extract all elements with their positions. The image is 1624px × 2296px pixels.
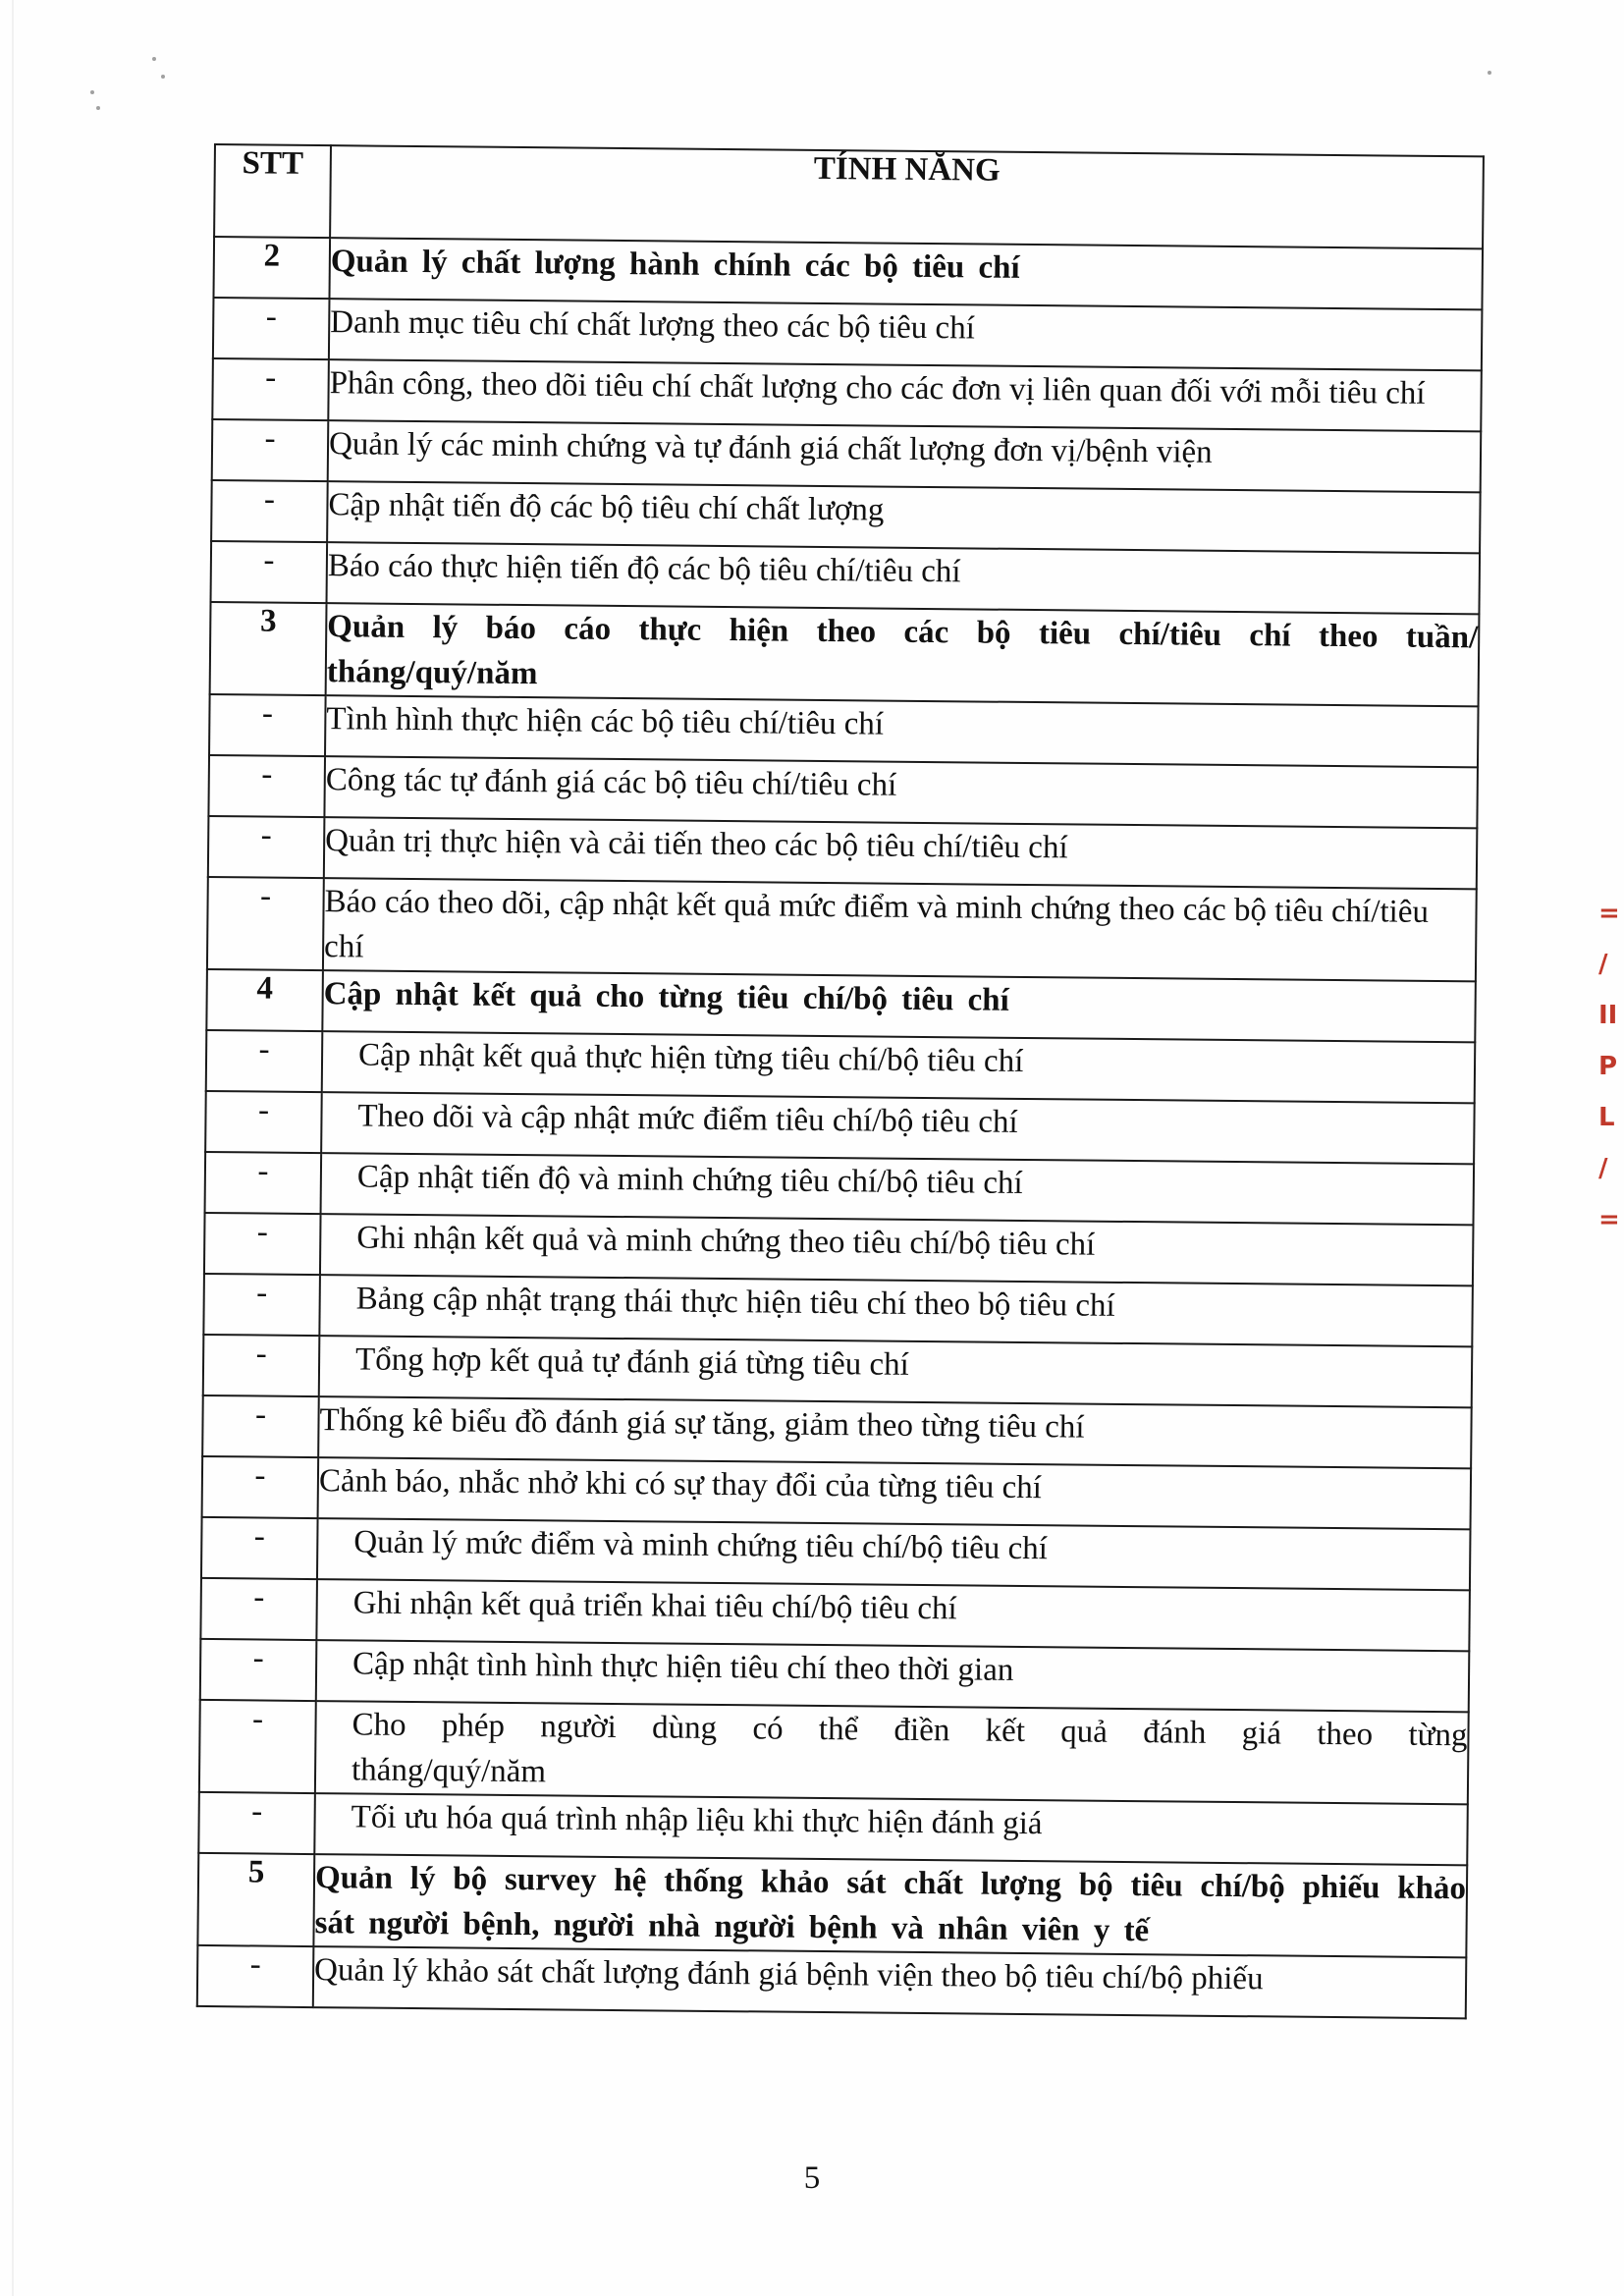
row-stt: - bbox=[208, 816, 325, 878]
row-feature-text: Cho phép người dùng có thể điền kết quả đánh giá theo từng tháng/quý/năm bbox=[315, 1701, 1469, 1804]
row-stt: 4 bbox=[206, 969, 323, 1031]
row-feature-text: Ghi nhận kết quả và minh chứng theo tiêu chí/bộ tiêu chí bbox=[320, 1214, 1474, 1285]
row-feature-text: Quản lý chất lượng hành chính các bộ tiêu chí bbox=[329, 238, 1483, 309]
scan-speck bbox=[90, 90, 94, 94]
stamp-mark: / bbox=[1598, 950, 1608, 979]
row-feature-text: Cập nhật kết quả cho từng tiêu chí/bộ tiêu chí bbox=[322, 970, 1476, 1042]
row-feature-text: Quản lý báo cáo thực hiện theo các bộ tiêu chí/tiêu chí theo tuần/ tháng/quý/năm bbox=[326, 603, 1480, 706]
row-feature-text: Quản lý bộ survey hệ thống khảo sát chất lượng bộ tiêu chí/bộ phiếu khảo sát người bệnh, người nhà người bệnh và nhân viên y tế bbox=[313, 1854, 1467, 1957]
row-stt: - bbox=[209, 694, 326, 756]
section-row bbox=[210, 602, 1480, 706]
section-row bbox=[197, 1853, 1467, 1957]
stamp-mark: L bbox=[1598, 1103, 1615, 1132]
row-stt: - bbox=[203, 1335, 320, 1396]
features-table bbox=[196, 143, 1485, 2019]
row-feature-text: Quản lý mức điểm và minh chứng tiêu chí/bộ tiêu chí bbox=[317, 1518, 1471, 1590]
stamp-mark: = bbox=[1598, 899, 1620, 928]
row-feature-text: Công tác tự đánh giá các bộ tiêu chí/tiêu chí bbox=[324, 756, 1478, 828]
table-row bbox=[207, 877, 1477, 981]
row-feature-text: Cập nhật tình hình thực hiện tiêu chí theo thời gian bbox=[316, 1640, 1470, 1712]
row-feature-text: Quản lý các minh chứng và tự đánh giá chất lượng đơn vị/bệnh viện bbox=[328, 420, 1482, 492]
row-stt: - bbox=[200, 1639, 317, 1701]
row-feature-text: Theo dõi và cập nhật mức điểm tiêu chí/bộ tiêu chí bbox=[321, 1092, 1475, 1164]
header-feature: TÍNH NĂNG bbox=[330, 145, 1484, 248]
row-feature-text: Tình hình thực hiện các bộ tiêu chí/tiêu chí bbox=[325, 695, 1479, 767]
stamp-mark: = bbox=[1598, 1205, 1620, 1234]
row-stt: 2 bbox=[213, 237, 330, 299]
stamp-mark: II bbox=[1598, 1001, 1618, 1030]
table-body bbox=[197, 237, 1483, 2018]
scan-speck bbox=[161, 75, 165, 79]
row-stt: - bbox=[211, 480, 328, 542]
row-stt: - bbox=[212, 419, 329, 481]
table-header-row bbox=[214, 144, 1484, 248]
row-feature-text: Cập nhật tiến độ các bộ tiêu chí chất lượng bbox=[327, 481, 1481, 553]
row-stt: - bbox=[202, 1456, 319, 1518]
row-feature-text: Tối ưu hóa quá trình nhập liệu khi thực hiện đánh giá bbox=[314, 1793, 1468, 1865]
row-feature-text: Phân công, theo dõi tiêu chí chất lượng cho các đơn vị liên quan đối với mỗi tiêu chí bbox=[328, 359, 1482, 431]
row-feature-text: Danh mục tiêu chí chất lượng theo các bộ tiêu chí bbox=[329, 299, 1483, 370]
row-stt: - bbox=[199, 1700, 316, 1793]
stamp-mark: P bbox=[1598, 1052, 1618, 1081]
row-stt: - bbox=[200, 1578, 317, 1640]
row-stt: - bbox=[198, 1792, 315, 1854]
row-stt: - bbox=[197, 1945, 314, 2007]
row-stt: - bbox=[202, 1395, 319, 1457]
row-stt: - bbox=[207, 877, 324, 970]
row-stt: - bbox=[211, 541, 328, 603]
scan-speck bbox=[1488, 71, 1491, 75]
row-stt: - bbox=[205, 1091, 322, 1153]
table-row bbox=[197, 1945, 1467, 2018]
row-stt: - bbox=[212, 358, 329, 420]
row-feature-text: Ghi nhận kết quả triển khai tiêu chí/bộ tiêu chí bbox=[316, 1579, 1470, 1651]
row-stt: - bbox=[204, 1213, 321, 1275]
header-stt: STT bbox=[214, 144, 331, 238]
page-number: 5 bbox=[803, 2160, 821, 2196]
row-stt: - bbox=[208, 755, 325, 817]
row-stt: - bbox=[205, 1152, 322, 1214]
scan-speck bbox=[152, 57, 156, 61]
row-stt: - bbox=[206, 1030, 323, 1092]
row-feature-text: Quản lý khảo sát chất lượng đánh giá bệnh viện theo bộ tiêu chí/bộ phiếu bbox=[313, 1946, 1467, 2018]
stamp-mark: / bbox=[1598, 1154, 1608, 1183]
row-stt: - bbox=[203, 1274, 320, 1336]
row-stt: 3 bbox=[210, 602, 327, 695]
table-row bbox=[199, 1700, 1469, 1804]
row-feature-text: Quản trị thực hiện và cải tiến theo các bộ tiêu chí/tiêu chí bbox=[324, 817, 1478, 889]
row-feature-text: Cập nhật tiến độ và minh chứng tiêu chí/bộ tiêu chí bbox=[321, 1153, 1475, 1225]
scan-speck bbox=[96, 106, 100, 110]
row-feature-text: Báo cáo thực hiện tiến độ các bộ tiêu chí/tiêu chí bbox=[327, 542, 1481, 614]
row-feature-text: Báo cáo theo dõi, cập nhật kết quả mức điểm và minh chứng theo các bộ tiêu chí/tiêu chí bbox=[323, 878, 1477, 981]
row-feature-text: Cảnh báo, nhắc nhở khi có sự thay đổi của từng tiêu chí bbox=[318, 1457, 1472, 1529]
row-stt: - bbox=[201, 1517, 318, 1579]
row-feature-text: Thống kê biểu đồ đánh giá sự tăng, giảm theo từng tiêu chí bbox=[318, 1396, 1472, 1468]
row-stt: - bbox=[213, 298, 330, 359]
row-stt: 5 bbox=[197, 1853, 314, 1946]
row-feature-text: Bảng cập nhật trạng thái thực hiện tiêu chí theo bộ tiêu chí bbox=[319, 1275, 1473, 1346]
row-feature-text: Cập nhật kết quả thực hiện từng tiêu chí/bộ tiêu chí bbox=[322, 1031, 1476, 1103]
row-feature-text: Tổng hợp kết quả tự đánh giá từng tiêu chí bbox=[319, 1336, 1473, 1407]
scan-edge bbox=[12, 0, 14, 2296]
